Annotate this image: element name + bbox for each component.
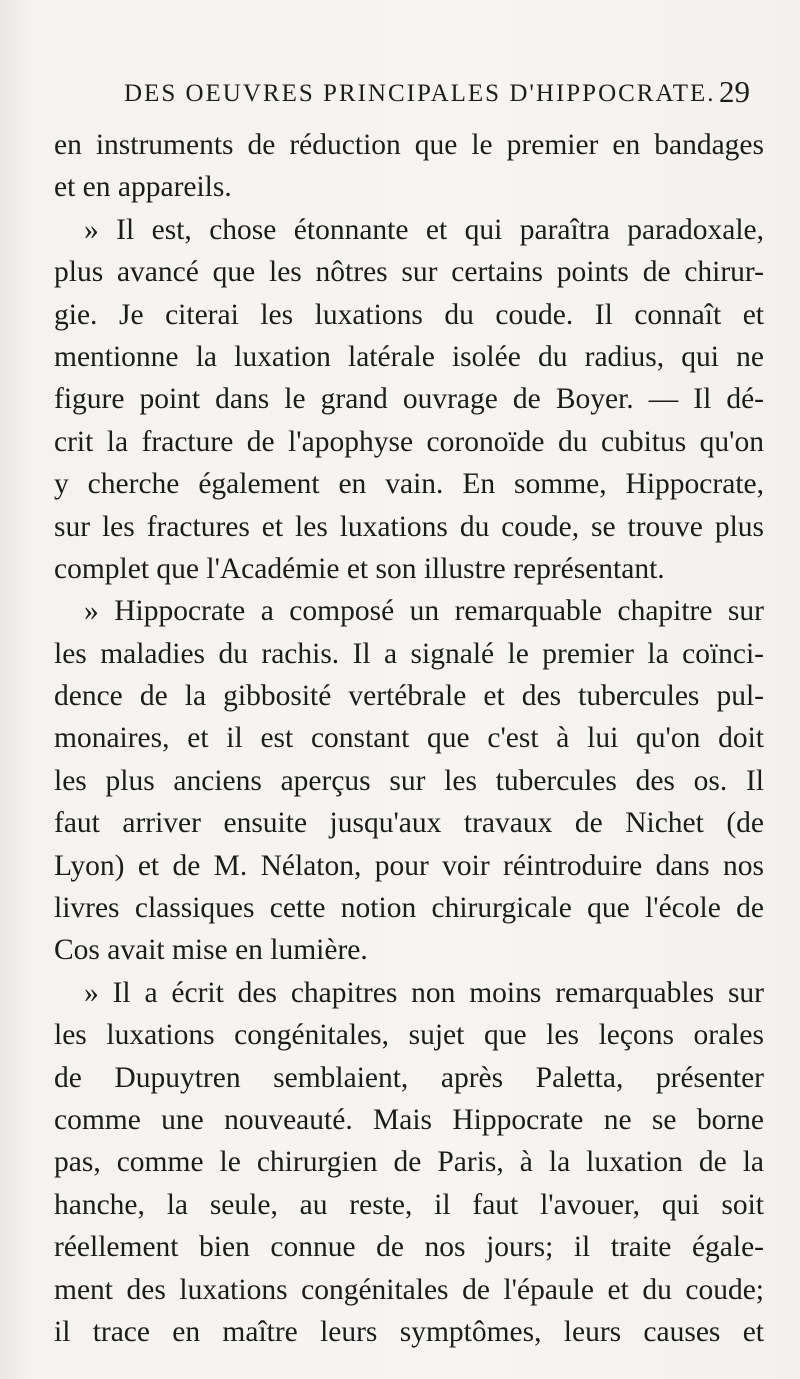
text-line: les maladies du rachis. Il a signalé le premier la coïnci-	[54, 637, 764, 670]
text-line: plus avancé que les nôtres sur certains points de chirur-	[54, 256, 764, 289]
text-line: Cos avait mise en lumière.	[54, 934, 368, 967]
text-line: hanche, la seule, au reste, il faut l'avouer, qui soit	[54, 1188, 764, 1221]
text-line: livres classiques cette notion chirurgicale que l'école de	[54, 892, 764, 925]
text-line: réellement bien connue de nos jours; il traite égale-	[54, 1231, 764, 1264]
text-line: en instruments de réduction que le premier en bandages	[54, 129, 764, 161]
text-line: les luxations congénitales, sujet que les leçons orales	[54, 1019, 764, 1052]
body-text	[54, 124, 764, 1353]
text-line: comme une nouveauté. Mais Hippocrate ne se borne	[54, 1103, 764, 1136]
page-number: 29	[719, 74, 750, 109]
text-line: figure point dans le grand ouvrage de Boyer. — Il dé-	[54, 383, 764, 416]
text-line: crit la fracture de l'apophyse coronoïde du cubitus qu'on	[54, 425, 764, 458]
running-head-title: DES OEUVRES PRINCIPALES D'HIPPOCRATE.	[124, 80, 716, 107]
text-line: mentionne la luxation latérale isolée du radius, qui ne	[54, 340, 764, 373]
text-line: gie. Je citerai les luxations du coude. Il connaît et	[54, 298, 764, 331]
running-head	[54, 60, 764, 130]
text-line: sur les fractures et les luxations du coude, se trouve plus	[54, 510, 764, 543]
text-line: dence de la gibbosité vertébrale et des tubercules pul-	[54, 680, 764, 713]
text-line: » Il est, chose étonnante et qui paraîtra paradoxale,	[84, 213, 764, 246]
text-line: » Hippocrate a composé un remarquable chapitre sur	[84, 595, 764, 628]
text-line: y cherche également en vain. En somme, Hippocrate,	[54, 468, 764, 501]
text-line: et en appareils.	[54, 171, 232, 204]
text-line: » Il a écrit des chapitres non moins remarquables sur	[84, 976, 764, 1009]
text-line: il trace en maître leurs symptômes, leurs causes et	[54, 1315, 764, 1348]
text-line: de Dupuytren semblaient, après Paletta, présenter	[54, 1061, 764, 1094]
text-line: les plus anciens aperçus sur les tubercules des os. Il	[54, 764, 764, 797]
text-line: pas, comme le chirurgien de Paris, à la luxation de la	[54, 1146, 764, 1179]
text-line: complet que l'Académie et son illustre représentant.	[54, 552, 665, 585]
text-line: monaires, et il est constant que c'est à lui qu'on doit	[54, 722, 764, 755]
text-line: Lyon) et de M. Nélaton, pour voir réintroduire dans nos	[54, 849, 764, 882]
text-line: ment des luxations congénitales de l'épaule et du coude;	[54, 1273, 764, 1306]
text-line: faut arriver ensuite jusqu'aux travaux de Nichet (de	[54, 807, 764, 840]
